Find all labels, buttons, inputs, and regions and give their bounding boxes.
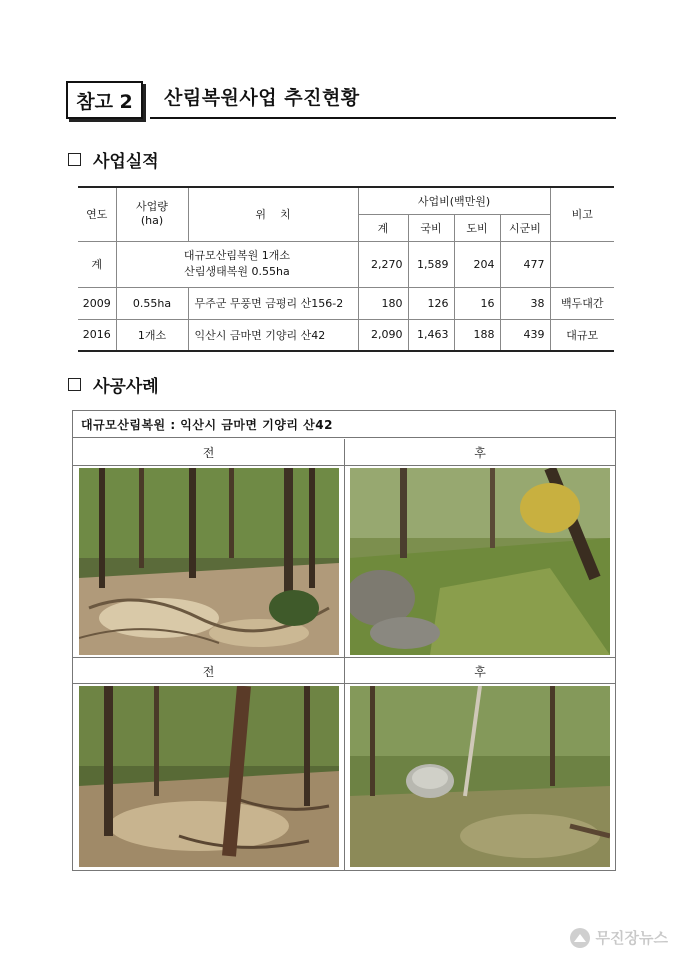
section-heading-cases xyxy=(68,372,159,397)
cell-total: 180 xyxy=(358,287,408,319)
cell-year: 계 xyxy=(78,241,116,287)
cell-city: 38 xyxy=(500,287,550,319)
page-title: 산림복원사업 추진현황 xyxy=(164,87,360,109)
watermark xyxy=(570,927,668,948)
cell-provincial: 188 xyxy=(454,319,500,351)
cell-amount: 0.55ha xyxy=(116,287,188,319)
after-photo-2 xyxy=(350,686,610,867)
divider xyxy=(344,439,345,870)
mountain-icon xyxy=(570,928,590,948)
performance-table xyxy=(78,186,614,352)
header-year: 연도 xyxy=(78,187,116,241)
title-underline xyxy=(150,117,616,119)
before-label: 전 xyxy=(202,445,215,460)
cell-national: 1,463 xyxy=(408,319,454,351)
header-total: 계 xyxy=(358,214,408,241)
cell-national: 1,589 xyxy=(408,241,454,287)
cell-city: 477 xyxy=(500,241,550,287)
cell-location: 대규모산림복원 1개소 산림생태복원 0.55ha xyxy=(116,241,358,287)
cell-note: 백두대간 xyxy=(550,287,614,319)
cell-provincial: 16 xyxy=(454,287,500,319)
checkbox-square-icon xyxy=(68,378,81,391)
header-national: 국비 xyxy=(408,214,454,241)
cell-note xyxy=(550,241,614,287)
watermark-text: 무진장뉴스 xyxy=(595,929,668,947)
cell-year: 2009 xyxy=(78,287,116,319)
header-budget-group: 사업비(백만원) xyxy=(358,187,550,214)
after-label: 후 xyxy=(474,445,486,460)
before-label: 전 xyxy=(202,664,215,679)
before-photo-2 xyxy=(79,686,339,867)
cell-location: 무주군 무풍면 금평리 산156-2 xyxy=(188,287,358,319)
section-heading-label: 사업실적 xyxy=(93,152,159,172)
divider xyxy=(73,683,615,684)
document-header xyxy=(66,81,616,119)
after-label: 후 xyxy=(474,664,486,679)
cell-note: 대규모 xyxy=(550,319,614,351)
table-row xyxy=(78,241,614,287)
cell-total: 2,270 xyxy=(358,241,408,287)
header-amount: 사업량 (ha) xyxy=(116,187,188,241)
cell-city: 439 xyxy=(500,319,550,351)
case-study-box xyxy=(72,410,616,871)
cell-national: 126 xyxy=(408,287,454,319)
cell-total: 2,090 xyxy=(358,319,408,351)
cell-location: 익산시 금마면 기양리 산42 xyxy=(188,319,358,351)
header-city: 시군비 xyxy=(500,214,550,241)
table-row xyxy=(78,319,614,351)
before-photo-1 xyxy=(79,468,339,655)
cell-year: 2016 xyxy=(78,319,116,351)
reference-label: 참고 2 xyxy=(66,81,143,119)
checkbox-square-icon xyxy=(68,153,81,166)
after-photo-1 xyxy=(350,468,610,655)
cell-provincial: 204 xyxy=(454,241,500,287)
header-location: 위 치 xyxy=(188,187,358,241)
header-note: 비고 xyxy=(550,187,614,241)
section-heading-label: 사공사례 xyxy=(93,377,159,397)
case-title: 대규모산림복원 : 익산시 금마면 기양리 산42 xyxy=(73,411,615,438)
section-heading-performance xyxy=(68,147,159,172)
table-row xyxy=(78,287,614,319)
header-provincial: 도비 xyxy=(454,214,500,241)
cell-amount: 1개소 xyxy=(116,319,188,351)
